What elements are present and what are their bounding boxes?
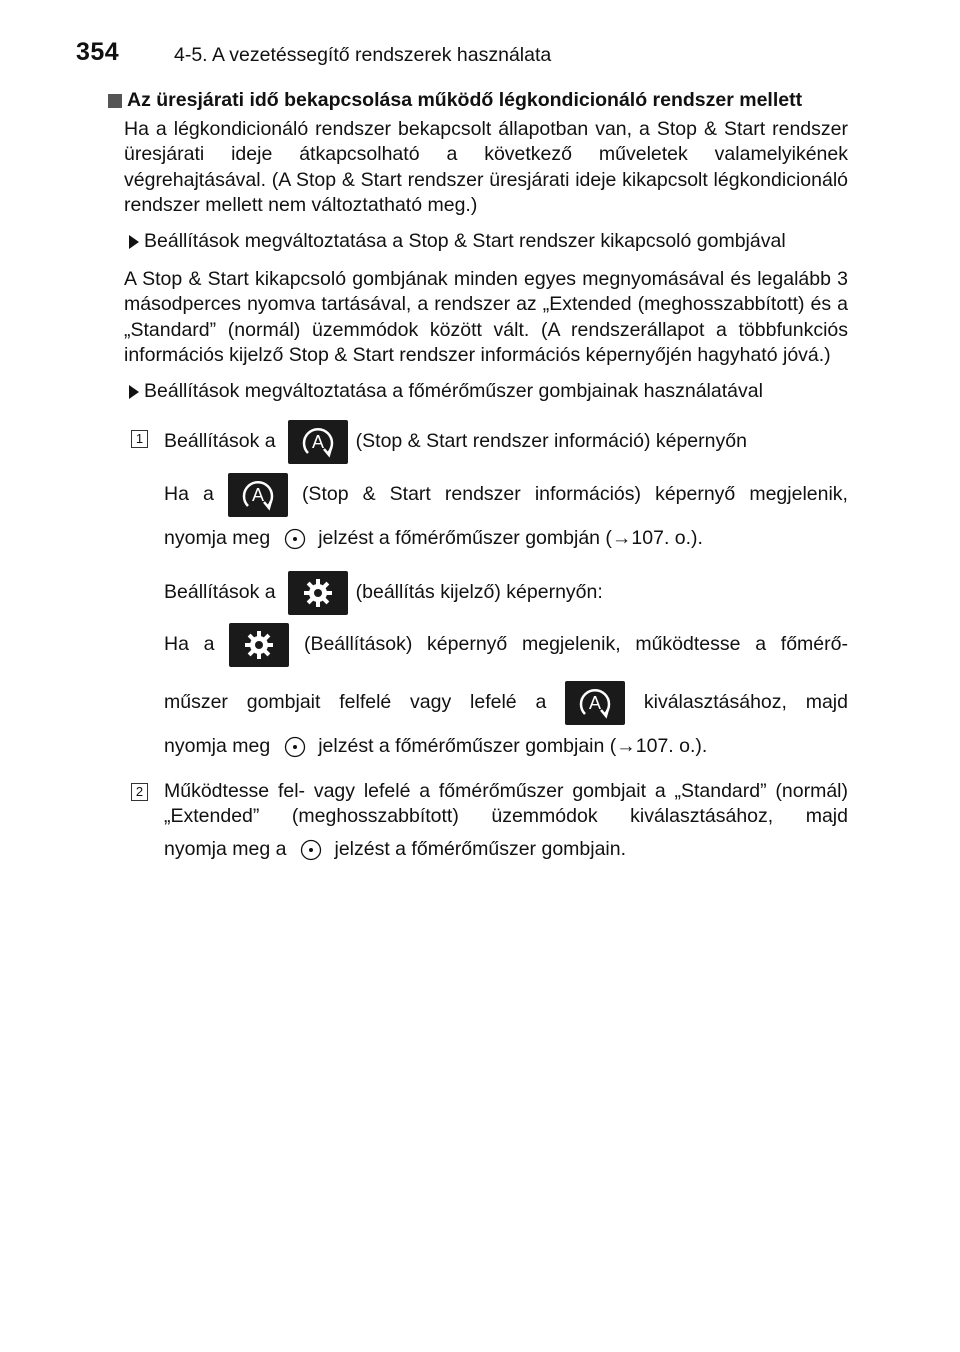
text-span: főmérő- bbox=[780, 632, 848, 655]
step-2 bbox=[136, 779, 848, 868]
text-span: jelzést a főmérőműszer gombján (→107. o.). bbox=[318, 526, 703, 549]
gear-icon bbox=[288, 571, 348, 615]
text-span: (Beállítások) bbox=[303, 632, 413, 655]
triangle-bullet-icon bbox=[129, 235, 139, 249]
svg-text:A: A bbox=[311, 431, 324, 452]
step-1-line-2 bbox=[164, 471, 848, 519]
chapter-title: 4-5. A vezetéssegítő rendszerek használata bbox=[174, 44, 552, 66]
step-1-line-7 bbox=[164, 729, 848, 765]
text-span: jelzést a főmérőműszer gombjain. bbox=[334, 837, 627, 860]
step-1-line-5 bbox=[164, 621, 848, 669]
page-content bbox=[108, 88, 848, 868]
text-span: (Stop & Start rendszer információ) képernyőn bbox=[355, 429, 747, 452]
svg-text:A: A bbox=[251, 484, 264, 505]
text-span: gombjait bbox=[246, 690, 321, 713]
stop-start-a-icon bbox=[565, 681, 625, 725]
bullet-item-2 bbox=[129, 379, 848, 405]
text-span: a bbox=[202, 482, 214, 505]
svg-text:A: A bbox=[589, 692, 602, 713]
text-span: megjelenik, bbox=[749, 482, 848, 505]
bullet-item-1 bbox=[129, 229, 848, 255]
text-span: jelzést a főmérőműszer gombjain (→107. o.). bbox=[318, 734, 708, 757]
step-1-line-1 bbox=[164, 419, 848, 465]
text-span: & bbox=[362, 482, 376, 505]
intro-paragraph: Ha a légkondicionáló rendszer bekapcsolt állapotban van, a Stop & Start rendszer üresjárati ideje átkapcsolható a következő műveletek valamelyikének végrehajtásával. (A Stop & Start rendszer üresjárati ideje kikapcsolt légkondicionáló rendszer mellett nem változtatható meg.) bbox=[124, 117, 848, 217]
text-span: működtesse bbox=[635, 632, 741, 655]
text-span: képernyő bbox=[655, 482, 736, 505]
step-1-line-4 bbox=[164, 569, 848, 617]
step-1 bbox=[136, 419, 848, 765]
text-span: (Stop bbox=[301, 482, 349, 505]
text-span: felfelé bbox=[339, 690, 392, 713]
text-span: Beállítások a bbox=[164, 429, 276, 452]
ok-dot-icon bbox=[284, 528, 306, 550]
ok-dot-icon bbox=[300, 839, 322, 861]
text-span: Ha bbox=[164, 632, 189, 655]
step-2-line-3 bbox=[164, 832, 848, 868]
bullet-2-label: Beállítások megváltoztatása a főmérőműszer gombjainak használatával bbox=[144, 379, 763, 402]
text-span: a bbox=[203, 632, 215, 655]
page-number: 354 bbox=[76, 38, 120, 66]
text-span: vagy bbox=[410, 690, 452, 713]
text-span: a bbox=[535, 690, 547, 713]
step-1-line-3 bbox=[164, 521, 848, 557]
step-1-line-6 bbox=[164, 679, 848, 727]
square-bullet-icon bbox=[108, 94, 122, 108]
step-2-text: Működtesse fel- vagy lefelé a főmérőműszer gombjait a „Standard” (normál) „Extended” (meghosszabbított) üzemmódok kiválasztásához, majd bbox=[164, 779, 848, 828]
step-number: 1 bbox=[131, 430, 148, 448]
stop-start-a-icon bbox=[228, 473, 288, 517]
text-span: Beállítások a bbox=[164, 580, 276, 603]
text-span: Ha bbox=[164, 482, 189, 505]
text-span: majd bbox=[805, 690, 848, 713]
ok-dot-icon bbox=[284, 736, 306, 758]
bullet-1-paragraph: A Stop & Start kikapcsoló gombjának minden egyes megnyomásával és legalább 3 másodperces nyomva tartásával, a rendszer az „Extended (meghosszabbított) és a „Standard” (normál) üzemmódok között vált. (A rendszerállapot a többfunkciós információs kijelző Stop & Start rendszer információs képernyőjén hagyható jóvá.) bbox=[124, 267, 848, 367]
text-span: rendszer bbox=[444, 482, 521, 505]
text-span: nyomja meg bbox=[164, 734, 271, 757]
text-span: nyomja meg bbox=[164, 526, 271, 549]
text-span: a bbox=[755, 632, 767, 655]
text-span: műszer bbox=[164, 690, 228, 713]
text-span: nyomja meg a bbox=[164, 837, 287, 860]
stop-start-a-icon bbox=[288, 420, 348, 464]
text-span: információs) bbox=[534, 482, 642, 505]
section-heading-text: Az üresjárati idő bekapcsolása működő légkondicionáló rendszer mellett bbox=[127, 89, 803, 111]
gear-icon bbox=[229, 623, 289, 667]
triangle-bullet-icon bbox=[129, 385, 139, 399]
text-span: képernyő bbox=[427, 632, 508, 655]
text-span: kiválasztásához, bbox=[643, 690, 787, 713]
text-span: Start bbox=[389, 482, 431, 505]
bullet-1-label: Beállítások megváltoztatása a Stop & Start rendszer kikapcsoló gombjával bbox=[144, 229, 786, 252]
text-span: lefelé bbox=[470, 690, 517, 713]
section-heading bbox=[108, 88, 848, 114]
text-span: megjelenik, bbox=[521, 632, 621, 655]
text-span: (beállítás kijelző) képernyőn: bbox=[355, 580, 603, 603]
step-number: 2 bbox=[131, 783, 148, 801]
